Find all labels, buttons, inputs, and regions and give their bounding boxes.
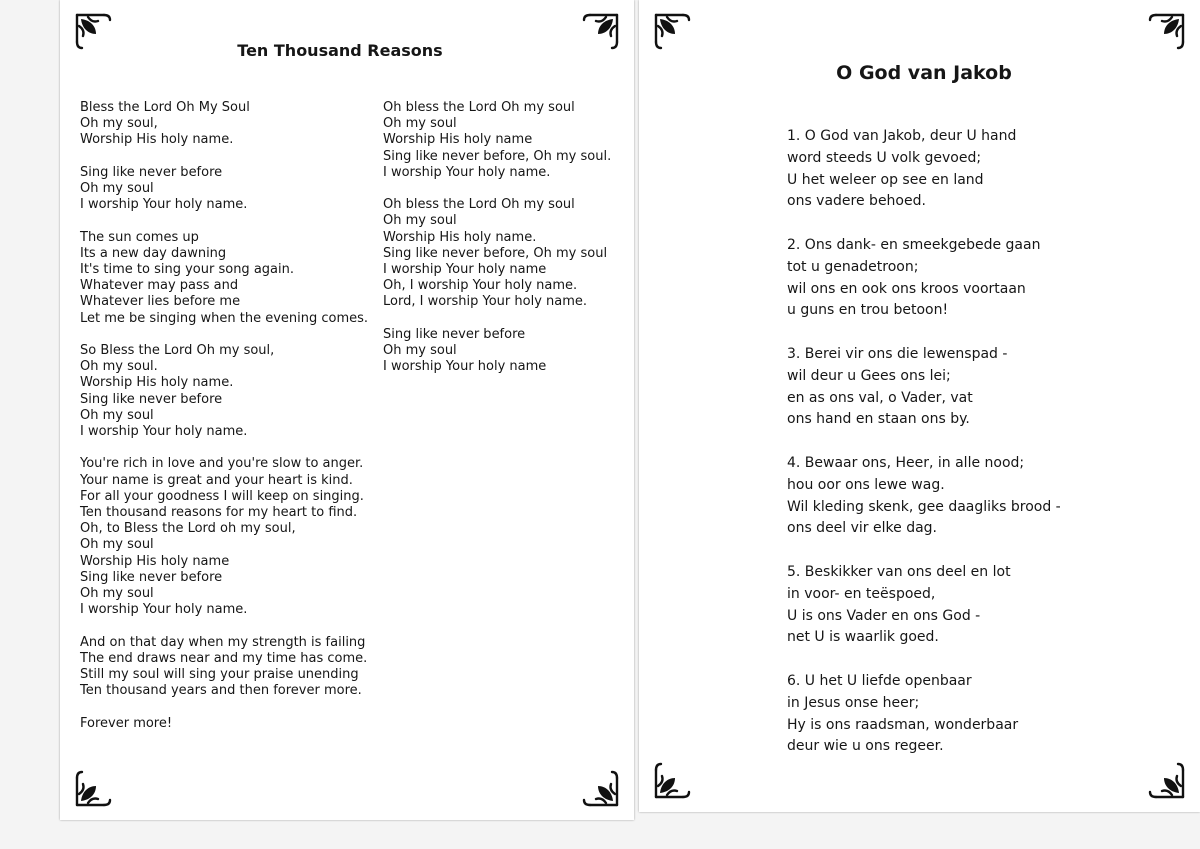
lyric-line: You're rich in love and you're slow to anger.: [80, 456, 364, 472]
lyric-line: Oh my soul: [80, 181, 154, 196]
lyric-line: Oh my soul: [383, 116, 457, 132]
lyric-line: I worship Your holy name.: [383, 164, 551, 180]
lyrics-column-left: [80, 100, 380, 748]
stanza: [383, 327, 628, 376]
lyric-line: Ten thousand reasons for my heart to find.: [80, 505, 358, 521]
lyric-line: Still my soul will sing your praise unending: [80, 667, 359, 683]
lyric-line: 3. Berei vir ons die lewenspad -: [787, 345, 1008, 362]
lyric-line: 4. Bewaar ons, Heer, in alle nood;: [787, 454, 1025, 471]
lyric-line: Sing like never before: [80, 569, 223, 585]
hymn-verse: [787, 344, 1087, 431]
lyric-line: I worship Your holy name.: [80, 197, 248, 213]
lyric-line: en as ons val, o Vader, vat: [787, 389, 973, 406]
lyric-line: 1. O God van Jakob, deur U hand: [787, 128, 1017, 144]
lyric-line: Let me be singing when the evening comes.: [80, 310, 369, 326]
lyrics-column-right: [383, 100, 628, 392]
lyric-line: Forever more!: [80, 715, 173, 731]
flourish-corner-icon: [576, 764, 620, 808]
lyric-line: Bless the Lord Oh My Soul: [80, 100, 250, 115]
left-page: [60, 0, 634, 820]
lyric-line: Ten thousand years and then forever more.: [80, 683, 362, 699]
stanza: [383, 197, 628, 310]
lyric-line: Oh, to Bless the Lord oh my soul,: [80, 521, 296, 537]
lyric-line: Oh my soul,: [80, 116, 158, 132]
hymn-title: O God van Jakob: [836, 62, 1012, 84]
lyric-line: Oh, I worship Your holy name.: [383, 278, 578, 294]
lyric-line: Oh my soul: [80, 537, 154, 553]
lyric-line: Oh my soul: [80, 407, 154, 423]
flourish-corner-icon: [74, 12, 118, 56]
lyric-line: Oh bless the Lord Oh my soul: [383, 197, 575, 213]
lyric-line: in Jesus onse heer;: [787, 694, 920, 711]
lyric-line: Sing like never before, Oh my soul.: [383, 148, 612, 164]
hymn-verse: [787, 126, 1087, 213]
lyric-line: Sing like never before: [383, 326, 526, 342]
hymn-verse: [787, 562, 1087, 649]
lyric-line: ons hand en staan ons by.: [787, 411, 970, 428]
flourish-corner-icon: [1142, 756, 1186, 800]
lyric-line: Worship His holy name.: [80, 375, 234, 391]
lyric-line: Worship His holy name.: [383, 229, 537, 245]
lyric-line: deur wie u ons regeer.: [787, 738, 944, 755]
lyric-line: Oh my soul: [383, 213, 457, 229]
lyric-line: Sing like never before: [80, 164, 223, 180]
lyric-line: Worship His holy name.: [80, 132, 234, 148]
stanza: [383, 100, 628, 181]
flourish-corner-icon: [653, 12, 697, 56]
lyric-line: U is ons Vader en ons God -: [787, 607, 981, 624]
lyric-line: net U is waarlik goed.: [787, 629, 939, 646]
stanza: [80, 100, 380, 149]
stanza: [80, 343, 380, 440]
lyric-line: Its a new day dawning: [80, 245, 227, 261]
lyric-line: Wil kleding skenk, gee daagliks brood -: [787, 498, 1061, 515]
lyric-line: word steeds U volk gevoed;: [787, 149, 982, 166]
flourish-corner-icon: [1142, 12, 1186, 56]
lyric-line: Whatever lies before me: [80, 294, 241, 310]
lyric-line: wil ons en ook ons kroos voortaan: [787, 280, 1026, 297]
lyric-line: Hy is ons raadsman, wonderbaar: [787, 716, 1019, 733]
stanza: [80, 716, 380, 732]
flourish-corner-icon: [74, 764, 118, 808]
hymn-verse: [787, 671, 1087, 758]
lyric-line: Lord, I worship Your holy name.: [383, 294, 588, 310]
lyric-line: I worship Your holy name: [383, 359, 547, 375]
stanza: [80, 456, 380, 618]
song-title: Ten Thousand Reasons: [237, 41, 443, 60]
lyric-line: wil deur u Gees ons lei;: [787, 367, 951, 384]
lyric-line: 5. Beskikker van ons deel en lot: [787, 563, 1011, 580]
lyric-line: Oh my soul.: [80, 359, 158, 375]
lyric-line: The end draws near and my time has come.: [80, 650, 368, 666]
stanza: [80, 635, 380, 700]
lyric-line: Whatever may pass and: [80, 278, 239, 294]
lyric-line: I worship Your holy name: [383, 262, 547, 278]
lyric-line: And on that day when my strength is failing: [80, 634, 366, 650]
lyric-line: 2. Ons dank- en smeekgebede gaan: [787, 236, 1041, 253]
lyric-line: Worship His holy name: [383, 132, 533, 148]
lyric-line: Oh my soul: [383, 343, 457, 359]
lyric-line: Oh bless the Lord Oh my soul: [383, 100, 575, 115]
lyric-line: The sun comes up: [80, 229, 199, 245]
lyric-line: ons deel vir elke dag.: [787, 520, 937, 537]
lyric-line: tot u genadetroon;: [787, 258, 919, 275]
lyric-line: hou oor ons lewe wag.: [787, 476, 945, 493]
lyric-line: u guns en trou betoon!: [787, 302, 949, 319]
lyric-line: Sing like never before, Oh my soul: [383, 245, 608, 261]
flourish-corner-icon: [653, 756, 697, 800]
lyric-line: in voor- en teëspoed,: [787, 585, 936, 602]
lyric-line: Oh my soul: [80, 586, 154, 602]
lyric-line: So Bless the Lord Oh my soul,: [80, 343, 275, 358]
stanza: [80, 165, 380, 214]
lyric-line: For all your goodness I will keep on singing.: [80, 488, 364, 504]
hymn-verses: [787, 126, 1087, 780]
right-page: [639, 0, 1200, 812]
flourish-corner-icon: [576, 12, 620, 56]
lyric-line: It's time to sing your song again.: [80, 262, 294, 277]
lyric-line: ons vadere behoed.: [787, 193, 926, 210]
lyric-line: Worship His holy name: [80, 553, 230, 569]
lyric-line: U het weleer op see en land: [787, 171, 984, 188]
hymn-verse: [787, 453, 1087, 540]
lyric-line: Sing like never before: [80, 391, 223, 407]
lyric-line: I worship Your holy name.: [80, 602, 248, 618]
stanza: [80, 230, 380, 327]
hymn-verse: [787, 235, 1087, 322]
lyric-line: I worship Your holy name.: [80, 424, 248, 440]
lyric-line: 6. U het U liefde openbaar: [787, 672, 972, 689]
lyric-line: Your name is great and your heart is kind.: [80, 472, 353, 488]
